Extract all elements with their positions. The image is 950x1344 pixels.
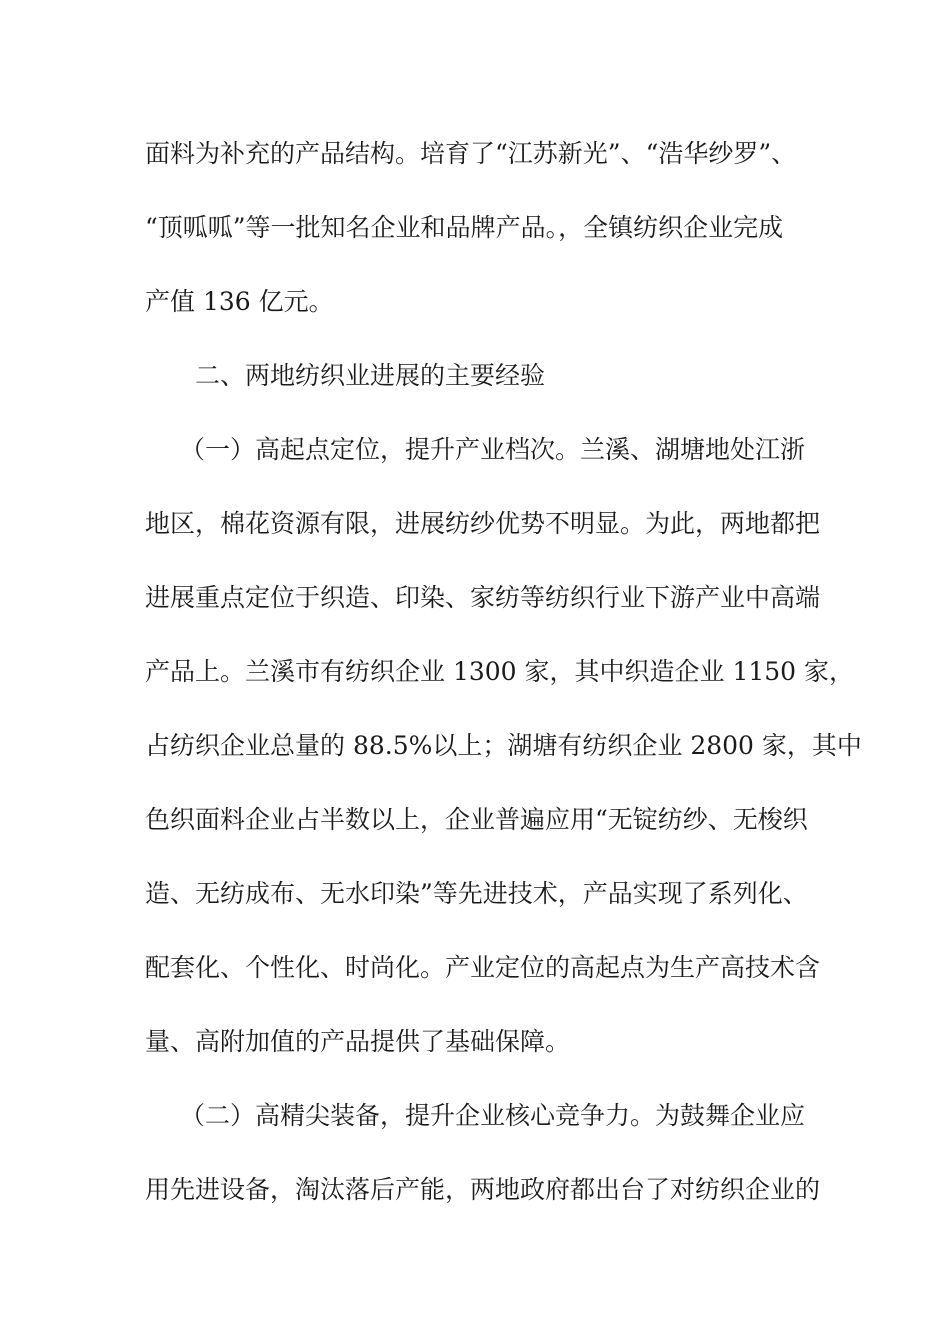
- paragraph-line: 面料为补充的产品结构。培育了“江苏新光”、“浩华纱罗”、: [145, 139, 797, 168]
- paragraph-line: “顶呱呱”等一批知名企业和品牌产品。，全镇纺织企业完成: [145, 213, 784, 242]
- paragraph-line: 产品上。兰溪市有纺织企业 1300 家，其中织造企业 1150 家，: [145, 657, 855, 686]
- paragraph-line: 造、无纺成布、无水印染”等先进技术，产品实现了系列化、: [145, 879, 808, 908]
- paragraph-line: 占纺织企业总量的 88.5%以上；湖塘有纺织企业 2800 家，其中: [145, 731, 862, 760]
- paragraph-line: 用先进设备，淘汰落后产能，两地政府都出台了对纺织企业的: [145, 1175, 821, 1204]
- paragraph-line: （一）高起点定位，提升产业档次。兰溪、湖塘地处江浙: [180, 435, 806, 464]
- paragraph-line: 色织面料企业占半数以上，企业普遍应用“无锭纺纱、无梭织: [145, 805, 808, 834]
- paragraph-line: 量、高附加值的产品提供了基础保障。: [145, 1027, 571, 1056]
- paragraph-line: 进展重点定位于织造、印染、家纺等纺织行业下游产业中高端: [145, 583, 821, 612]
- paragraph-line: 产值 136 亿元。: [145, 287, 334, 316]
- paragraph-line: （二）高精尖装备，提升企业核心竞争力。为鼓舞企业应: [180, 1101, 806, 1130]
- paragraph-line: 地区，棉花资源有限，进展纺纱优势不明显。为此，两地都把: [145, 509, 821, 538]
- paragraph-line: 配套化、个性化、时尚化。产业定位的高起点为生产高技术含: [145, 953, 821, 982]
- section-heading: 二、两地纺织业进展的主要经验: [195, 361, 546, 390]
